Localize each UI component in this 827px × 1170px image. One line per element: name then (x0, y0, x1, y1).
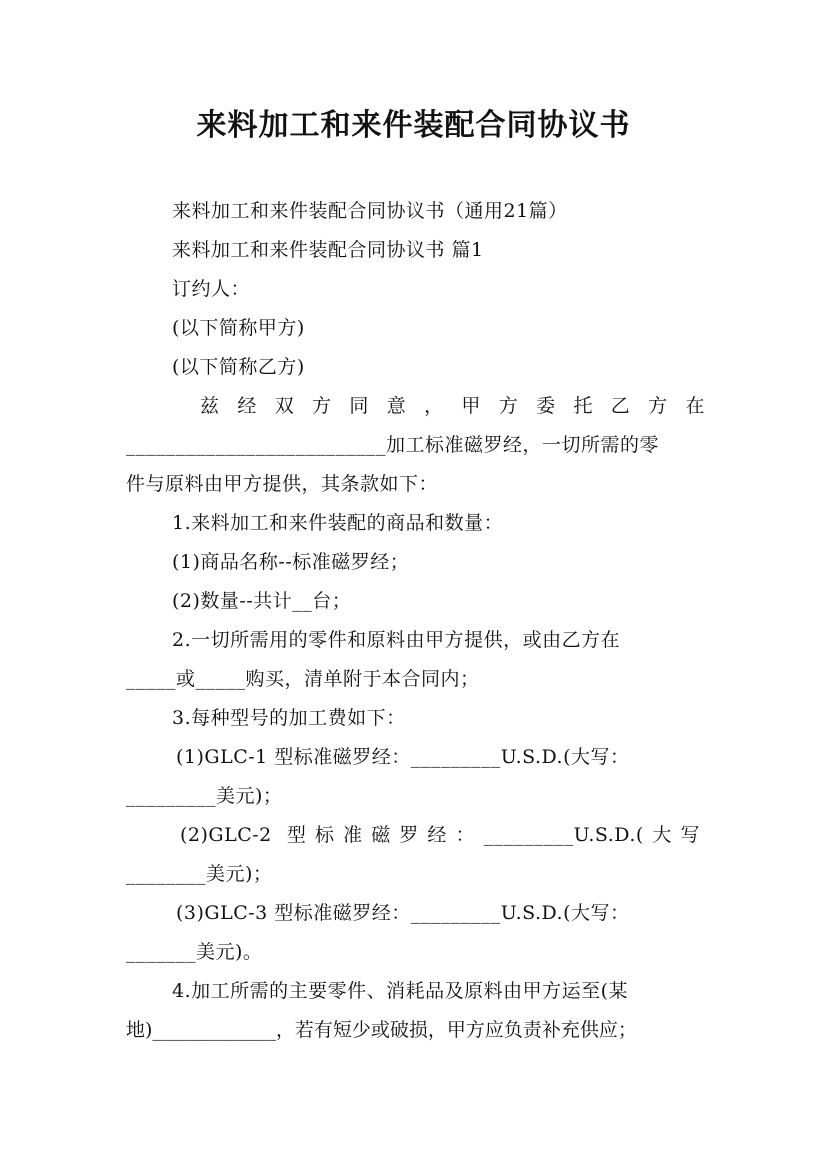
text-line: (1)GLC-1 型标准磁罗经：_________U.S.D.(大写： (176, 746, 630, 768)
text-line: ________美元)； (126, 863, 273, 885)
text-line: _____或_____购买，清单附于本合同内； (126, 668, 480, 690)
text-line: 来料加工和来件装配合同协议书（通用21篇） (172, 200, 568, 222)
text-line: (以下简称乙方) (172, 356, 305, 378)
text-line: 来料加工和来件装配合同协议书 篇1 (172, 239, 484, 261)
text-line: (3)GLC-3 型标准磁罗经：_________U.S.D.(大写： (176, 902, 630, 924)
text-line: _________美元)； (126, 785, 283, 807)
text-line: 订约人： (172, 278, 251, 300)
text-line: (1)商品名称--标准磁罗经； (172, 551, 410, 573)
text-line: 1.来料加工和来件装配的商品和数量： (172, 512, 504, 534)
text-line: __________________________加工标准磁罗经，一切所需的零 (126, 434, 660, 456)
text-line: 地)_____________，若有短少或破损，甲方应负责补充供应； (126, 1019, 637, 1041)
document-title: 来料加工和来件装配合同协议书 (196, 108, 631, 143)
text-line: (2)数量--共计__台； (172, 590, 352, 612)
text-line: (2)GLC-2 型标准磁罗经：_________U.S.D.(大写 (180, 824, 700, 846)
text-line: _______美元)。 (126, 941, 263, 963)
text-line: 兹 经 双 方 同 意 ， 甲 方 委 托 乙 方 在 (200, 395, 705, 417)
text-line: 件与原料由甲方提供，其条款如下： (126, 473, 439, 495)
text-line: (以下简称甲方) (172, 317, 305, 339)
text-line: 4.加工所需的主要零件、消耗品及原料由甲方运至(某 (172, 980, 629, 1002)
text-line: 3.每种型号的加工费如下： (172, 707, 406, 729)
text-line: 2.一切所需用的零件和原料由甲方提供，或由乙方在 (172, 629, 621, 651)
